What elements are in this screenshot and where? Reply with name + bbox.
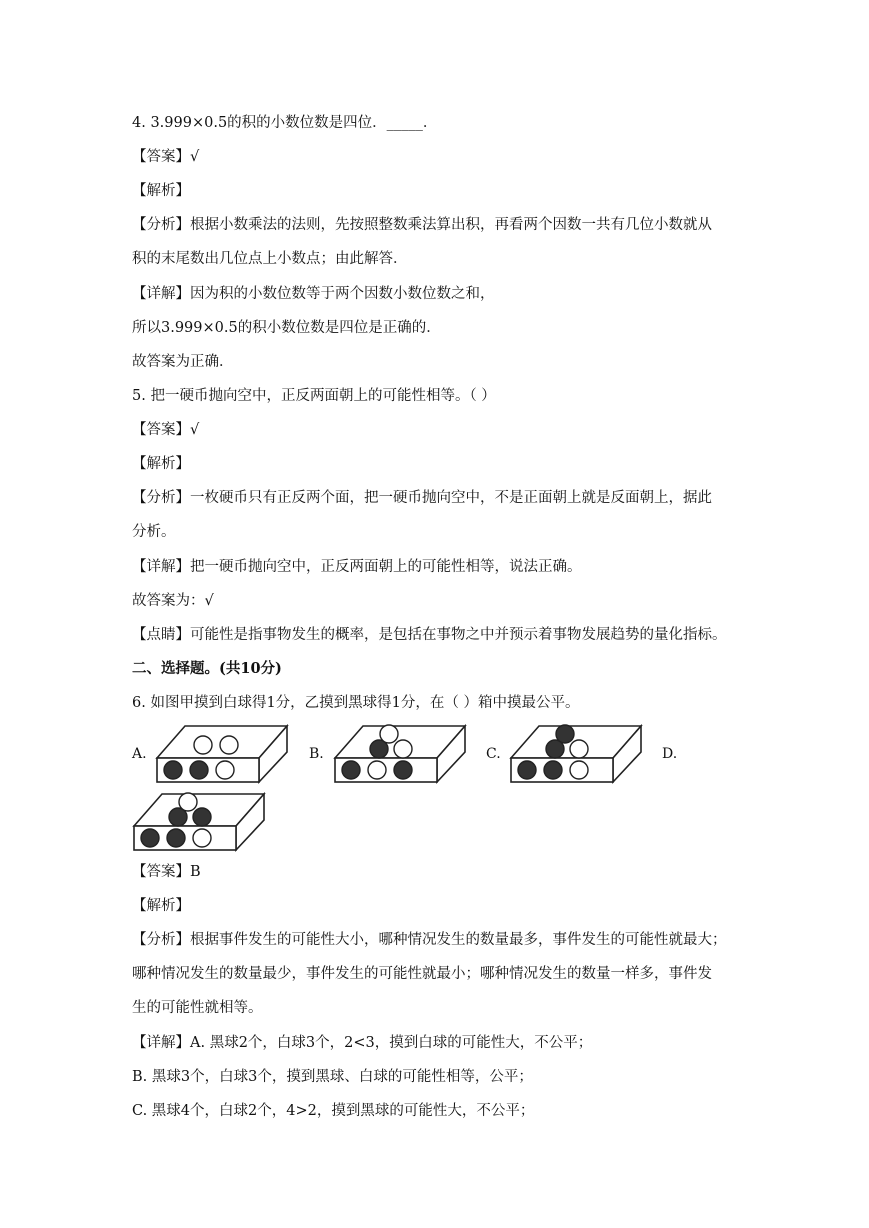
q5-answer: 【答案】√ xyxy=(132,422,200,438)
black-ball xyxy=(141,829,159,847)
q4-conclusion: 故答案为正确． xyxy=(132,354,234,370)
option-a-box xyxy=(155,722,290,784)
white-ball xyxy=(380,725,398,743)
black-ball xyxy=(193,808,211,826)
white-ball xyxy=(194,736,212,754)
black-ball xyxy=(544,761,562,779)
option-c-label: C. xyxy=(486,746,501,762)
q4-answer: 【答案】√ xyxy=(132,149,200,165)
q5-conclusion: 故答案为：√ xyxy=(132,593,214,609)
q6-xiangjie-b: B. 黑球3个，白球3个，摸到黑球、白球的可能性相等，公平； xyxy=(132,1069,533,1085)
q5-dianjing: 【点睛】可能性是指事物发生的概率，是包括在事物之中并预示着事物发展趋势的量化指标。 xyxy=(132,627,727,643)
q6-fenxi-line1: 【分析】根据事件发生的可能性大小，哪种情况发生的数量最多，事件发生的可能性就最大； xyxy=(132,932,727,948)
black-ball xyxy=(167,829,185,847)
q4-xiangjie-line2: 所以3.999×0.5的积小数位数是四位是正确的． xyxy=(132,320,441,336)
q6-xiangjie-c: C. 黑球4个，白球2个，4>2，摸到黑球的可能性大，不公平； xyxy=(132,1103,535,1119)
white-ball xyxy=(193,829,211,847)
black-ball xyxy=(342,761,360,779)
q6-fenxi-line3: 生的可能性就相等。 xyxy=(132,1000,263,1016)
q6-answer: 【答案】B xyxy=(132,864,201,880)
q6-xiangjie-a: 【详解】A. 黑球2个，白球3个，2<3，摸到白球的可能性大，不公平； xyxy=(132,1035,593,1051)
white-ball xyxy=(179,793,197,811)
white-ball xyxy=(368,761,386,779)
q4-analysis: 【解析】 xyxy=(132,183,190,199)
q6-stem: 6. 如图甲摸到白球得1分，乙摸到黑球得1分，在（ ）箱中摸最公平。 xyxy=(132,695,580,711)
white-ball xyxy=(394,740,412,758)
option-c-box xyxy=(509,722,644,784)
black-ball xyxy=(394,761,412,779)
black-ball xyxy=(556,725,574,743)
white-ball xyxy=(216,761,234,779)
q5-xiangjie: 【详解】把一硬币抛向空中，正反两面朝上的可能性相等，说法正确。 xyxy=(132,559,582,575)
white-ball xyxy=(220,736,238,754)
q5-fenxi-line1: 【分析】一枚硬币只有正反两个面，把一硬币抛向空中，不是正面朝上就是反面朝上，据此 xyxy=(132,490,712,506)
q5-stem: 5. 把一硬币抛向空中，正反两面朝上的可能性相等。（ ） xyxy=(132,388,496,404)
black-ball xyxy=(164,761,182,779)
q4-fenxi-line1: 【分析】根据小数乘法的法则，先按照整数乘法算出积，再看两个因数一共有几位小数就从 xyxy=(132,217,712,233)
q4-stem: 4. 3.999×0.5的积的小数位数是四位．_____． xyxy=(132,115,438,131)
q6-analysis: 【解析】 xyxy=(132,898,190,914)
option-a-label: A. xyxy=(132,746,147,762)
option-b-label: B. xyxy=(309,746,324,762)
black-ball xyxy=(190,761,208,779)
option-d-box xyxy=(132,790,267,855)
q4-xiangjie-line1: 【详解】因为积的小数位数等于两个因数小数位数之和， xyxy=(132,286,495,302)
white-ball xyxy=(570,740,588,758)
section-title: 二、选择题。(共10分) xyxy=(132,660,282,677)
q5-analysis: 【解析】 xyxy=(132,456,190,472)
q5-fenxi-line2: 分析。 xyxy=(132,524,176,540)
q6-fenxi-line2: 哪种情况发生的数量最少，事件发生的可能性就最小；哪种情况发生的数量一样多，事件发 xyxy=(132,966,712,982)
black-ball xyxy=(518,761,536,779)
option-d-label: D. xyxy=(662,746,678,762)
white-ball xyxy=(570,761,588,779)
q4-fenxi-line2: 积的末尾数出几位点上小数点；由此解答． xyxy=(132,251,408,267)
option-b-box xyxy=(333,722,468,784)
